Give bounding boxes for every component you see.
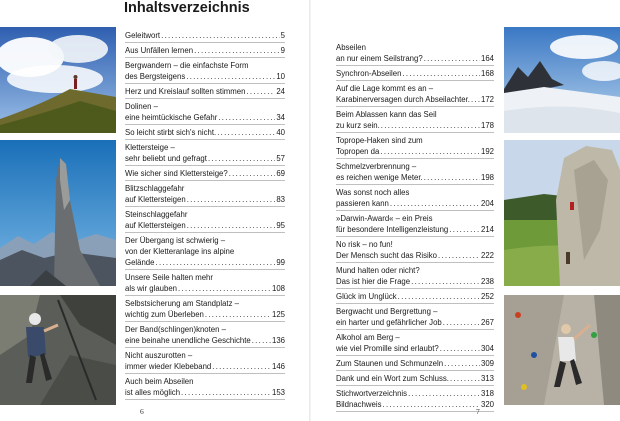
toc-entry-line: [125, 127, 285, 138]
toc-entry-title: eine heimtückische Gefahr: [125, 113, 218, 122]
toc-entry-title: für besondere Intelligenzleistung: [336, 225, 449, 234]
toc-page-number: 313: [480, 374, 494, 383]
toc-entry-line: [125, 194, 285, 205]
toc-entry-title: Karabinerversagen durch Abseilachter.: [336, 95, 470, 104]
toc-leader-dots: [246, 86, 275, 97]
toc-entry-title: Gelände: [125, 258, 155, 267]
toc-entry-line: [336, 276, 494, 287]
toc-entry-title: Das ist hier die Frage: [336, 277, 411, 286]
page-number-right: 7: [476, 407, 480, 416]
toc-entry-line: [125, 324, 285, 335]
toc-entry: [125, 374, 285, 400]
toc-page-number: 238: [480, 277, 494, 286]
toc-page-number: 172: [480, 95, 494, 104]
toc-entry-title: Glück im Unglück: [336, 292, 397, 301]
toc-entry: [125, 28, 285, 43]
toc-entry-title: von der Kletteranlage ins alpine: [125, 247, 235, 256]
toc-page-number: 252: [480, 292, 494, 301]
toc-entry-title: des Bergsteigens: [125, 72, 186, 81]
toc-entry-line: [125, 257, 285, 268]
toc-leader-dots: [187, 194, 276, 205]
toc-entry-line: [336, 224, 494, 235]
toc-page-number: 267: [480, 318, 494, 327]
toc-page-number: 192: [480, 147, 494, 156]
toc-entry: [125, 43, 285, 58]
toc-entry: [125, 322, 285, 348]
toc-page-number: 24: [276, 87, 285, 96]
toc-leader-dots: [194, 45, 280, 56]
toc-entry: [336, 304, 494, 330]
toc-entry-line: [125, 350, 285, 361]
toc-entry-line: [336, 172, 494, 183]
toc-page-number: 168: [480, 69, 494, 78]
toc-entry-line: [336, 146, 494, 157]
toc-entry: [336, 66, 494, 81]
toc-entry-line: [336, 42, 494, 53]
toc-leader-dots: [218, 112, 275, 123]
toc-entry-title: Steinschlaggefahr: [125, 210, 188, 219]
toc-page-number: 222: [480, 251, 494, 260]
toc-entry-title: eine beinahe unendliche Geschichte: [125, 336, 251, 345]
toc-entry-title: Toprope-Haken sind zum: [336, 136, 423, 145]
toc-entry: [125, 233, 285, 270]
toc-entry-title: Synchron-Abseilen: [336, 69, 402, 78]
toc-entry: [125, 58, 285, 84]
toc-leader-dots: [381, 120, 480, 131]
toc-entry-line: [125, 112, 285, 123]
toc-leader-dots: [212, 361, 271, 372]
toc-page-number: 146: [271, 362, 285, 371]
toc-entry-title: Blitzschlaggefahr: [125, 184, 185, 193]
toc-entry: [336, 371, 494, 386]
toc-entry-title: auf Klettersteigen: [125, 221, 186, 230]
toc-entry-line: [336, 291, 494, 302]
toc-page-number: 40: [276, 128, 285, 137]
toc-page-number: 10: [276, 72, 285, 81]
toc-entry-line: [125, 101, 285, 112]
toc-entry-line: [125, 361, 285, 372]
toc-entry-title: passieren kann: [336, 199, 389, 208]
toc-entry-title: Alkohol am Berg –: [336, 333, 400, 342]
toc-entry-line: [125, 376, 285, 387]
toc-leader-dots: [424, 172, 480, 183]
photo-rock-pinnacle: [0, 140, 116, 286]
toc-entry-title: Schmelzverbrennung –: [336, 162, 417, 171]
toc-leader-dots: [155, 257, 275, 268]
toc-entry-title: Beim Ablassen kann das Seil: [336, 110, 437, 119]
toc-entry: [336, 40, 494, 66]
toc-entry-line: [125, 168, 285, 179]
toc-entry-line: [125, 71, 285, 82]
toc-entry-title: es reichen wenige Meter.: [336, 173, 423, 182]
toc-leader-dots: [411, 276, 480, 287]
toc-page-number: 99: [276, 258, 285, 267]
toc-entry: [125, 207, 285, 233]
toc-leader-dots: [186, 71, 275, 82]
toc-entry-title: zu kurz sein.: [336, 121, 380, 130]
toc-entry-line: [336, 68, 494, 79]
photo-crag-climber: [504, 140, 620, 286]
toc-page-number: 95: [276, 221, 285, 230]
toc-entry-title: wie viel Promille sind erlaubt?: [336, 344, 439, 353]
toc-entry-line: [336, 187, 494, 198]
toc-page-number: 69: [276, 169, 285, 178]
toc-leader-dots: [408, 388, 480, 399]
toc-entry-line: [336, 53, 494, 64]
toc-entry-line: [336, 399, 494, 410]
toc-entry: [336, 386, 494, 412]
toc-page-number: 57: [276, 154, 285, 163]
toc-entry-line: [125, 387, 285, 398]
toc-entry-title: Bergwandern – die einfachste Form: [125, 61, 249, 70]
toc-entry-line: [336, 373, 494, 384]
toc-page-number: 153: [271, 388, 285, 397]
toc-entry-line: [125, 30, 285, 41]
toc-entry-title: »Darwin-Award« – ein Preis: [336, 214, 433, 223]
toc-page-number: 304: [480, 344, 494, 353]
toc-entry-line: [125, 45, 285, 56]
toc-entry-title: Herz und Kreislauf sollten stimmen: [125, 87, 246, 96]
toc-entry-line: [336, 161, 494, 172]
toc-page-number: 34: [276, 113, 285, 122]
toc-entry-title: Bergwacht und Bergrettung –: [336, 307, 438, 316]
toc-entry-line: [125, 86, 285, 97]
toc-entry-line: [125, 283, 285, 294]
toc-entry: [336, 107, 494, 133]
toc-leader-dots: [438, 250, 480, 261]
toc-entry: [336, 263, 494, 289]
toc-page-number: 309: [480, 359, 494, 368]
toc-entry-title: Der Übergang ist schwierig –: [125, 236, 226, 245]
page-number-left: 6: [140, 407, 144, 416]
toc-entry-title: auf Klettersteigen: [125, 195, 186, 204]
toc-entry-line: [336, 135, 494, 146]
toc-page-number: 5: [280, 31, 285, 40]
toc-entry-title: Klettersteige –: [125, 143, 175, 152]
toc-page-number: 204: [480, 199, 494, 208]
toc-entry-title: Geleitwort: [125, 31, 161, 40]
toc-entry-title: No risk – no fun!: [336, 240, 393, 249]
toc-entry-title: Selbstsicherung am Standplatz –: [125, 299, 239, 308]
toc-entry: [336, 330, 494, 356]
toc-leader-dots: [205, 309, 271, 320]
toc-entry: [125, 348, 285, 374]
toc-entry: [125, 84, 285, 99]
toc-entry-title: Was sonst noch alles: [336, 188, 410, 197]
toc-entry-title: Abseilen: [336, 43, 366, 52]
toc-entry-line: [336, 94, 494, 105]
toc-entry-title: Wie sicher sind Klettersteige?: [125, 169, 228, 178]
toc-entry: [125, 296, 285, 322]
toc-entry: [125, 140, 285, 166]
toc-entry: [125, 166, 285, 181]
photo-snowy-ridge: [504, 27, 620, 133]
toc-entry-title: ist alles möglich: [125, 388, 181, 397]
toc-leader-dots: [380, 146, 480, 157]
toc-entry: [336, 289, 494, 304]
toc-page-number: 9: [280, 46, 285, 55]
toc-entry: [125, 125, 285, 140]
toc-entry-line: [336, 332, 494, 343]
toc-entry-title: Topropen da: [336, 147, 380, 156]
toc-leader-dots: [181, 387, 271, 398]
toc-leader-dots: [471, 94, 480, 105]
photo-via-ferrata-climber: [0, 295, 116, 405]
toc-entry-title: Aus Unfällen lernen: [125, 46, 194, 55]
toc-entry-line: [125, 220, 285, 231]
photo-climbing-wall: [504, 295, 620, 405]
toc-entry: [125, 270, 285, 296]
toc-entry-line: [125, 298, 285, 309]
right-page: [310, 0, 620, 421]
toc-entry: [125, 181, 285, 207]
toc-leader-dots: [402, 68, 480, 79]
toc-entry-line: [125, 142, 285, 153]
toc-page-number: 83: [276, 195, 285, 204]
toc-entry-title: an nur einem Seilstrang?: [336, 54, 423, 63]
toc-entry-title: Auch beim Abseilen: [125, 377, 194, 386]
toc-page-number: 108: [271, 284, 285, 293]
toc-entry-line: [125, 153, 285, 164]
toc-entry-title: wichtig zum Überleben: [125, 310, 204, 319]
toc-entry-line: [336, 83, 494, 94]
toc-entry: [336, 237, 494, 263]
toc-right-column: [336, 40, 494, 412]
toc-leader-dots: [440, 343, 480, 354]
toc-entry-title: Dank und ein Wort zum Schluss.: [336, 374, 449, 383]
toc-leader-dots: [444, 358, 480, 369]
toc-entry-line: [336, 265, 494, 276]
toc-leader-dots: [187, 220, 276, 231]
toc-leader-dots: [443, 317, 480, 328]
toc-entry-line: [125, 183, 285, 194]
toc-entry-line: [125, 335, 285, 346]
toc-leader-dots: [161, 30, 280, 41]
toc-page-number: 136: [271, 336, 285, 345]
toc-leader-dots: [449, 224, 480, 235]
toc-entry-title: Bildnachweis: [336, 400, 382, 409]
toc-entry: [336, 356, 494, 371]
toc-entry-title: immer wieder Klebeband: [125, 362, 212, 371]
toc-entry-line: [336, 358, 494, 369]
toc-entry-title: Unsere Seile halten mehr: [125, 273, 213, 282]
toc-entry-line: [125, 309, 285, 320]
toc-entry-line: [336, 109, 494, 120]
toc-entry: [336, 185, 494, 211]
toc-entry-line: [336, 388, 494, 399]
toc-leader-dots: [178, 283, 271, 294]
page-title: Inhaltsverzeichnis: [124, 0, 250, 16]
toc-leader-dots: [208, 153, 275, 164]
toc-entry-line: [336, 198, 494, 209]
toc-entry-line: [336, 239, 494, 250]
toc-entry-line: [125, 209, 285, 220]
toc-left-column: [125, 28, 285, 400]
toc-leader-dots: [450, 373, 480, 384]
toc-entry-title: Mund halten oder nicht?: [336, 266, 420, 275]
toc-page-number: 318: [480, 389, 494, 398]
toc-entry-line: [336, 120, 494, 131]
toc-leader-dots: [252, 335, 271, 346]
toc-entry-title: So leicht stirbt sich's nicht.: [125, 128, 217, 137]
toc-entry-title: Stichwortverzeichnis: [336, 389, 408, 398]
toc-page-number: 164: [480, 54, 494, 63]
toc-leader-dots: [229, 168, 276, 179]
toc-entry-line: [125, 235, 285, 246]
toc-entry: [336, 159, 494, 185]
toc-entry-title: Der Band(schlingen)knoten –: [125, 325, 226, 334]
toc-entry-title: Der Mensch sucht das Risiko: [336, 251, 437, 260]
toc-entry-line: [336, 317, 494, 328]
toc-entry-line: [336, 306, 494, 317]
toc-entry-title: Nicht auszurotten –: [125, 351, 193, 360]
toc-page-number: 320: [480, 400, 494, 409]
toc-leader-dots: [424, 53, 480, 64]
toc-entry-title: Auf die Lage kommt es an –: [336, 84, 434, 93]
toc-entry-line: [125, 272, 285, 283]
toc-page-number: 198: [480, 173, 494, 182]
toc-entry-title: Dolinen –: [125, 102, 158, 111]
toc-entry-title: als wir glauben: [125, 284, 178, 293]
toc-entry-line: [336, 250, 494, 261]
toc-entry-line: [336, 343, 494, 354]
toc-page-number: 214: [480, 225, 494, 234]
toc-entry-title: ein harter und gefährlicher Job: [336, 318, 442, 327]
toc-entry-line: [125, 60, 285, 71]
toc-entry: [336, 211, 494, 237]
toc-leader-dots: [390, 198, 480, 209]
toc-leader-dots: [217, 127, 275, 138]
toc-page-number: 125: [271, 310, 285, 319]
toc-leader-dots: [383, 399, 480, 410]
toc-entry-line: [336, 213, 494, 224]
toc-entry: [336, 133, 494, 159]
toc-entry: [125, 99, 285, 125]
toc-entry-title: sehr beliebt und gefragt: [125, 154, 207, 163]
toc-entry-line: [125, 246, 285, 257]
toc-entry-title: Zum Staunen und Schmunzeln: [336, 359, 444, 368]
photo-mountain-hiker: [0, 27, 116, 133]
toc-page-number: 178: [480, 121, 494, 130]
toc-leader-dots: [398, 291, 480, 302]
toc-entry: [336, 81, 494, 107]
